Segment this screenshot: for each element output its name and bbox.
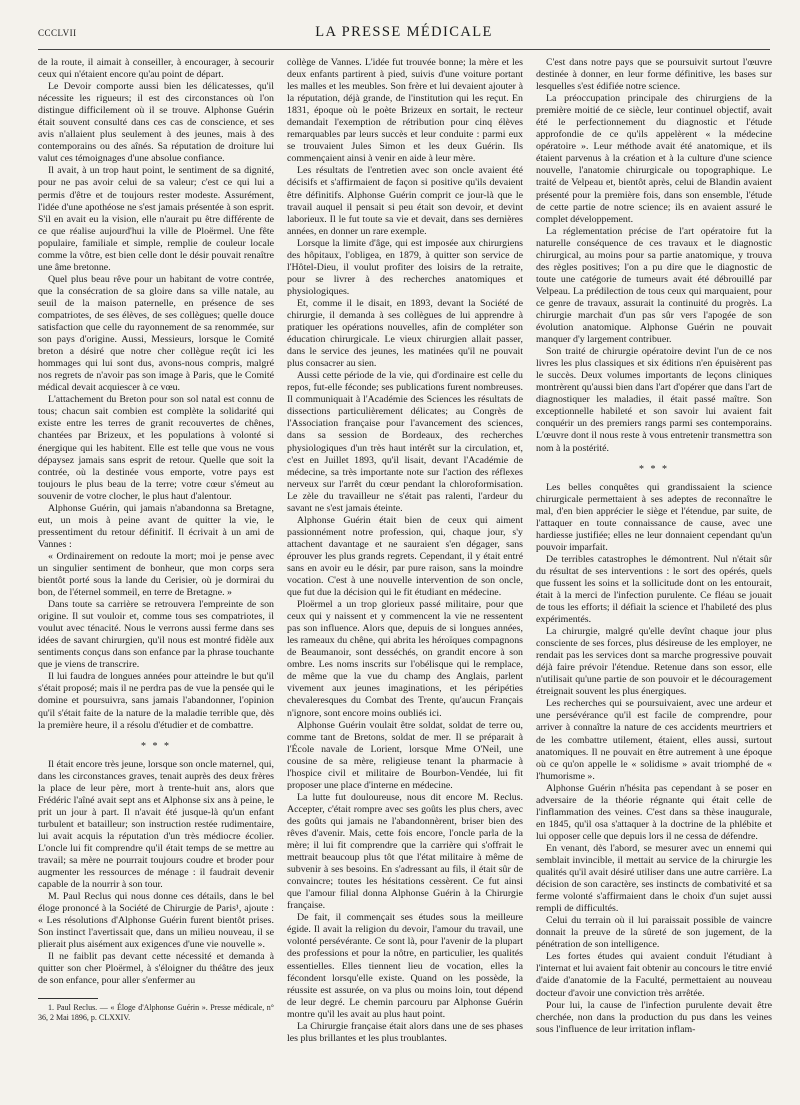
paragraph: Aussi cette période de la vie, qui d'ordinaire est celle du repos, fut-elle féconde; ses publications furent nombreuses. Il communiquait à l'Académie des Sciences les résultats de dissections particulièrement délicates; au Congrès de l'Association française pour l'avancement des sciences, dans sa session de Bordeaux, des recherches physiologiques d'un très haut intérêt sur la circulation, et, c'est en Juillet 1893, qu'il lisait, devant l'Académie de médecine, sa très importante note sur l'action des réflexes nerveux sur l'arrêt du cœur pendant la chloroformisation. Le zèle du travailleur ne s'était pas ralenti, l'ardeur du savant ne s'est jamais éteinte.	[287, 370, 523, 514]
page-number: CCCLVII	[38, 28, 77, 38]
paragraph: Et, comme il le disait, en 1893, devant la Société de chirurgie, il demanda à ses collègues de lui apprendre à pratiquer les opérations nouvelles, afin de compléter son éducation chirurgicale. Le vieux chirurgien allait passer, dans le service des jeunes, les matinées qu'il ne pouvait plus consacrer au sien.	[287, 297, 523, 370]
paragraph: Alphonse Guérin était bien de ceux qui aiment passionnément notre profession, qui, chaque jour, s'y attachent davantage et ne sauraient s'en dégager, sans éprouver les plus grands regrets. Cependant, il y était entré sans en avoir eu le désir, par pure raison, sans la moindre vocation. C'est à une nouvelle intervention de son oncle, que fut due la décision qui le fit étudiant en médecine.	[287, 514, 523, 599]
column-3	[536, 57, 772, 1097]
page-header	[38, 24, 770, 50]
paragraph: Les recherches qui se poursuivaient, avec une ardeur et une persévérance qu'il est facile de comprendre, pour arriver à connaître la nature de ces accidents meurtriers et de les combattre utilement, étaient, elles aussi, surtout anatomiques. Il ne pouvait en être autrement à une époque où ce qu'on appelle le « solidisme » avait triomphé de « l'humorisme ».	[536, 698, 772, 782]
paragraph: Quel plus beau rêve pour un habitant de votre contrée, que la consécration de sa gloire dans sa ville natale, au seuil de la maison paternelle, en présence de ses compatriotes, de ses élèves, de ses collègues; quelle douce satisfaction que celle du rayonnement de sa renommée, sur son pays d'origine. Aussi, Messieurs, lorsque le Comité breton a désiré que notre cher collègue reçût ici les hommages qui lui sont dus, avons-nous compris, malgré nos regrets de n'avoir pas son image à Paris, que le Comité médical devait acquiescer à ce vœu.	[38, 273, 274, 394]
paragraph: Dans toute sa carrière se retrouvera l'empreinte de son origine. Il sut vouloir et, comme tous ses compatriotes, il voulut avec ténacité. Nous le verrons aussi ferme dans ses idées de savant chirurgien, qu'il nous est montré fidèle aux sentiments conçus dans son enfance par la phrase touchante que je viens de transcrire.	[38, 599, 274, 671]
column-1	[38, 57, 274, 1097]
paragraph: De fait, il commençait ses études sous la meilleure égide. Il avait la religion du devoir, l'amour du travail, une volonté persévérante. Ce sont là, pour l'avenir de la plupart des professions et pour la nôtre, en particulier, les qualités essentielles. Elles tiennent lieu de vocation, elles la fécondent lorsqu'elle existe. Quand on les possède, la réussite est assurée, on va plus ou moins loin, tout dépend de leur degré. Le chemin parcouru par Alphonse Guérin montre qu'il les avait au plus haut point.	[287, 912, 523, 1020]
paragraph: Il était encore très jeune, lorsque son oncle maternel, qui, dans les circonstances graves, tenait auprès des deux frères la place de leur père, mort à trente-huit ans, alors que Frédéric l'aîné avait sept ans et Alphonse six ans à peine, le prit un jour à part. Il n'avait été jusque-là qu'un enfant turbulent et batailleur; son instruction restée rudimentaire, lui avait acquis la réputation d'un très médiocre écolier. L'oncle lui fit comprendre qu'il était temps de se mettre au travail; sa mère ne pourrait toujours coudre et broder pour augmenter les ressources de ménage : il faudrait devenir capable de la nourrir à son tour.	[38, 758, 274, 891]
journal-title: LA PRESSE MÉDICALE	[315, 24, 493, 40]
paragraph: Alphonse Guérin voulait être soldat, soldat de terre ou, comme tant de Bretons, soldat de mer. Il se préparait à l'École navale de Lorient, lorsque Mme O'Neil, une cousine de sa mère, religieuse tenant la pharmacie à l'hospice civil et militaire de Bourbon-Vendée, lui fit proposer une place d'interne en médecine.	[287, 719, 523, 791]
paragraph: La lutte fut douloureuse, nous dit encore M. Reclus. Accepter, c'était rompre avec ses goûts les plus chers, avec des goûts qui jamais ne l'abandonnèrent, briser bien des rêves d'avenir. Mais, cette fois encore, l'oncle parla de la mère; il lui fit comprendre que la carrière qui s'offrait le mettrait beaucoup plus tôt que l'état militaire à même de subvenir à ses besoins. En s'adressant au fils, il était sûr de convaincre; toutes les hésitations cessèrent. Ce fut ainsi que l'amour filial donna Alphonse Guérin à la Chirurgie française.	[287, 791, 523, 912]
paragraph: De terribles catastrophes le démontrent. Nul n'était sûr du résultat de ses interventions : le sort des opérés, quels que fussent les soins et la sollicitude dont on les entourait, était à la merci de l'infection purulente. Ce fléau se jouait de tous les efforts; il défiait la science et l'habileté des plus expérimentés.	[536, 553, 772, 626]
paragraph: La réglementation précise de l'art opératoire fut la naturelle conséquence de ces travaux et le diagnostic chirurgical, au moins pour sa partie anatomique, y trouva des règles positives; l'on a pu dire que le diagnostic de toute une catégorie de tumeurs avait été débrouillé par Velpeau. La prédilection de tous ceux qui marquaient, pour ce genre de travaux, assurait la continuité du progrès. La chirurgie marchait d'un pas sûr vers l'apogée de son évolution anatomique. Alphonse Guérin ne pouvait manquer d'y largement contribuer.	[536, 225, 772, 346]
paragraph: M. Paul Reclus qui nous donne ces détails, dans le bel éloge prononcé à la Société de Chirurgie de Paris¹, ajoute : « Les résolutions d'Alphonse Guérin furent bientôt prises. Son instinct l'avertissait que, dans un milieu nouveau, il se plierait plus aisément aux exigences d'une vie nouvelle ».	[38, 891, 274, 951]
paragraph: Il avait, à un trop haut point, le sentiment de sa dignité, pour ne pas avoir celui de sa valeur; c'est ce qui lui a permis d'être et de toujours rester modeste. Assurément, l'idée d'une apothéose ne s'est jamais présentée à son esprit. S'il en avait eu la vision, elle n'aurait pu être différente de ce que réalise aujourd'hui la ville de Ploërmel. Une fête populaire, familiale et simple, remplie de couleur locale comme la vôtre, est bien celle dont le désir pouvait renaître une âme bretonne.	[38, 165, 274, 273]
paragraph: L'attachement du Breton pour son sol natal est connu de tous; chacun sait combien est complète la solidarité qui existe entre les terres de granit recouvertes de chênes, chantées par Brizeux, et les populations à volonté si énergique qui les habitent. Elle est telle que vous ne vous dépaysez jamais sans esprit de retour. Quelle que soit la contrée, où la destinée vous emporte, votre pays est toujours le plus beau de la terre; votre cœur s'émeut au souvenir de votre clocher, le plus haut d'alentour.	[38, 394, 274, 502]
paragraph: Alphonse Guérin, qui jamais n'abandonna sa Bretagne, eut, un mois à peine avant de quitter la vie, le pressentiment du retour définitif. Il écrivait à un ami de Vannes :	[38, 502, 274, 550]
section-separator: * * *	[639, 463, 669, 475]
paragraph: Les résultats de l'entretien avec son oncle avaient été décisifs et s'affirmaient de façon si positive qu'ils devaient être définitifs. Alphonse Guérin comprit ce jour-là que le travail auquel il pensait si peu était son devoir, et devint laborieux. Il le fut toute sa vie et devait, dans ses dernières années, en donner un rare exemple.	[287, 165, 523, 237]
paragraph: Lorsque la limite d'âge, qui est imposée aux chirurgiens des hôpitaux, l'obligea, en 1879, à quitter son service de l'Hôtel-Dieu, il voulut profiter des loisirs de la retraite, pour se livrer à des recherches anatomiques et physiologiques.	[287, 237, 523, 297]
paragraph: En venant, dès l'abord, se mesurer avec un ennemi qui semblait invincible, il mettait au service de la chirurgie les qualités qu'il avait désiré utiliser dans une autre carrière. La décision de son caractère, ses instincts de combativité et sa ferme volonté s'affirmaient dans le choix d'un sujet aussi rempli de difficultés.	[536, 842, 772, 915]
paragraph: Il lui faudra de longues années pour atteindre le but qu'il s'était proposé; mais il ne perdra pas de vue la pensée qui le domine et poursuivra, sans jamais l'abandonner, l'opinion qu'il s'était faite de la nature de la maladie terrible que, dès la première heure, il a résolu d'étudier et de combattre.	[38, 671, 274, 731]
section-separator: * * *	[141, 740, 171, 752]
paragraph: Alphonse Guérin n'hésita pas cependant à se poser en adversaire de la théorie régnante qui était celle de l'inflammation des veines. C'est dans sa thèse inaugurale, en 1845, qu'il osa s'attaquer à la doctrine de la phlébite et lui opposer celle que depuis lors il ne cessa de défendre.	[536, 782, 772, 842]
text-columns	[38, 57, 770, 1097]
paragraph: C'est dans notre pays que se poursuivit surtout l'œuvre destinée à donner, en leur forme définitive, les bases sur lesquelles s'est édifiée notre science.	[536, 57, 772, 93]
paragraph: Ploërmel a un trop glorieux passé militaire, pour que ceux qui y naissent et y commencent la vie ne ressentent pas son influence. Alors que, depuis de si longues années, les rameaux du chêne, qui abrita les héroïques compagnons de Beaumanoir, sont desséchés, on grandit encore à son ombre. Les noms inscrits sur l'obélisque qui le remplace, de même que la vue du champ des Anglais, parlent vivement aux jeunes imaginations, et les péripéties chevaleresques du Combat des Trente, qu'aucun Français n'ignore, sont encore moins oubliés ici.	[287, 599, 523, 719]
paragraph: Il ne faiblit pas devant cette nécessité et demanda à quitter son cher Ploërmel, à s'éloigner du théâtre des jeux de son enfance, pour aller s'enfermer au	[38, 951, 274, 987]
paragraph: de la route, il aimait à conseiller, à encourager, à secourir ceux qui n'étaient encore qu'au point de départ.	[38, 57, 274, 81]
paragraph: collège de Vannes. L'idée fut trouvée bonne; la mère et les deux enfants partirent à pied, suivis d'une voiture portant les malles et les meubles. Son frère et lui devaient ajouter à la réputation, déjà grande, de l'institution qui les reçut. En 1831, époque où le poète Brizeux en sortait, le recteur demandait l'exemption de rétribution pour cinq élèves remarquables par leurs succès et leur conduite : parmi eux se trouvaient Jules Simon et les deux Guérin. Ils commençaient ainsi à venir en aide à leur mère.	[287, 57, 523, 165]
footnote-rule	[38, 998, 98, 999]
paragraph: La chirurgie, malgré qu'elle devînt chaque jour plus consciente de ses forces, plus désireuse de les employer, ne rendait pas les services dont sa marche progressive pouvait déjà faire prévoir l'étendue. Retenue dans son essor, elle n'utilisait qu'une partie de son pouvoir et le découragement étreignait souvent les plus énergiques.	[536, 626, 772, 698]
paragraph: La préoccupation principale des chirurgiens de la première moitié de ce siècle, leur continuel objectif, avait été le perfectionnement du diagnostic et l'étude approfondie de ce qu'ils appelèrent « la médecine opératoire ». Leur méthode avait été anatomique, et ils étaient parvenus à la création et à la culture d'une science nouvelle, l'anatomie chirurgicale ou topographique. Le traité de Velpeau et, bientôt après, celui de Blandin avaient présenté pour la première fois, dans son ensemble, l'étude de cette partie de notre science; ils en avaient assuré le complet développement.	[536, 93, 772, 225]
quotation: « Ordinairement on redoute la mort; moi je pense avec un singulier sentiment de bonheur, que mon corps sera bientôt porté sous la lande du Cerisier, où je dormirai du bon, de l'éternel sommeil, en terre de Bretagne. »	[38, 550, 274, 599]
paragraph: La Chirurgie française était alors dans une de ses phases les plus brillantes et les plus troublantes.	[287, 1020, 523, 1044]
paragraph: Les fortes études qui avaient conduit l'étudiant à l'internat et lui avaient fait obtenir au concours le titre envié d'aide d'anatomie de la Faculté, permettaient au nouveau docteur d'avoir une conviction très arrêtée.	[536, 951, 772, 999]
paragraph: Pour lui, la cause de l'infection purulente devait être cherchée, non dans la production du pus dans les veines sous l'influence de leur irritation inflam-	[536, 999, 772, 1035]
paragraph: Le Devoir comporte aussi bien les délicatesses, qu'il nécessite les rigueurs; il est des circonstances où l'on distingue difficilement où il se trouve. Alphonse Guérin était souvent consulté dans ces cas de conscience, et ses avis n'allaient plus seulement à des jeunes, mais à des contemporains ou des aînés. Sa réputation de droiture lui valut ces témoignages d'une absolue confiance.	[38, 81, 274, 165]
footnote: 1. Paul Reclus. — « Éloge d'Alphonse Guérin ». Presse médicale, n° 36, 2 Mai 1896, p. CLXXIV.	[38, 1002, 274, 1022]
paragraph: Son traité de chirurgie opératoire devint l'un de ce nos livres les plus classiques et six éditions n'en épuisèrent pas le succès. Deux volumes importants de leçons cliniques montrèrent qu'aussi bien dans l'art d'opérer que dans l'art de diagnostiquer les maladies, il était passé maître. Son exceptionnelle habileté et son savoir lui avaient fait conquérir un des premiers rangs parmi ses contemporains. L'œuvre dont il nous reste à vous entretenir transmettra son nom à la postérité.	[536, 346, 772, 454]
paragraph: Celui du terrain où il lui paraissait possible de vaincre donnait la preuve de la sûreté de son jugement, de la pénétration de son intelligence.	[536, 915, 772, 951]
paragraph: Les belles conquêtes qui grandissaient la science chirurgicale permettaient à ses adeptes de reconnaître le mal, d'en bien apprécier le siège et l'étendue, par suite, de l'attaquer en toute connaissance de cause, avec une hardiesse justifiée; elles ne leur donnaient cependant qu'un pouvoir imparfait.	[536, 481, 772, 553]
column-2	[287, 57, 523, 1097]
